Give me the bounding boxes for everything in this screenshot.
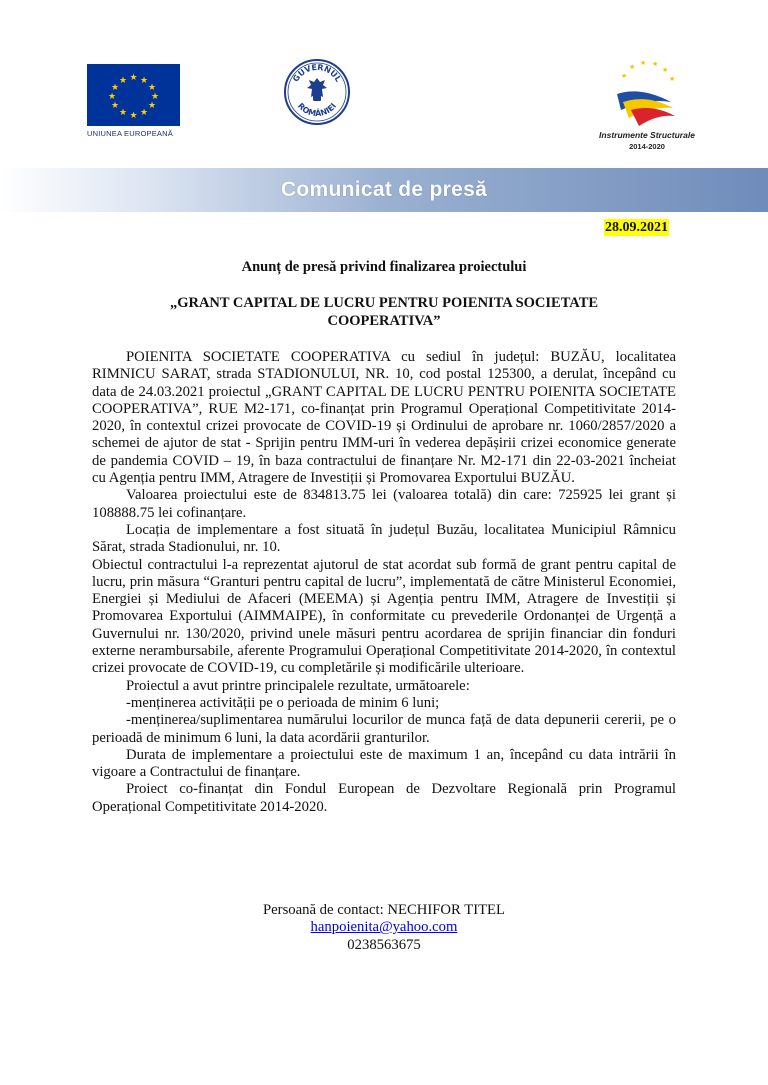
result-item-jobs: -menținerea/suplimentarea numărului locurilor de munca față de data depunerii cererii, pe o perioadă de minimum 6 luni, la data acordării granturilor. [92,712,676,746]
svg-text:★: ★ [118,108,128,118]
svg-text:★: ★ [147,83,157,93]
svg-text:★: ★ [139,76,149,86]
svg-text:★: ★ [139,108,149,118]
eu-caption: UNIUNEA EUROPEANĂ [87,129,173,138]
svg-text:ROMÂNIEI [296,101,338,118]
contact-email-link[interactable]: hanpoienita@yahoo.com [310,919,458,936]
paragraph-location: Locația de implementare a fost situată în județul Buzău, localitatea Municipiul Râmnicu Sărat, strada Stadionului, nr. 10. [92,521,676,556]
contact-phone: 0238563675 [347,936,421,953]
contact-block [92,902,676,954]
svg-text:★: ★ [662,66,669,74]
paragraph-contract-object: Obiectul contractului l-a reprezentat ajutorul de stat acordat sub formă de grant pentru capital de lucru, prin măsura “Granturi pentru capital de lucru”, implementată de către Ministerul Economiei, Energiei și Mediului de Afaceri (MEEMA) și Agenția pentru IMM, Atragere de Investiții și Promovarea Exportului (AIMMAIPE), în conformitate cu prevederile Ordonanței de Urgență a Guvernului nr. 130/2020, privind unele măsuri pentru acordarea de sprijin financiar din fonduri externe nerambursabile, aferente Programului Operațional Competitivitate 2014-2020, în contextul crizei provocate de COVID-19, cu completările și modificările ulterioare. [92,556,676,677]
paragraph-cofinancing: Proiect co-finanțat din Fondul European de Dezvoltare Regională prin Programul Operațional Competitivitate 2014-2020. [92,781,676,815]
paragraph-company-info: POIENITA SOCIETATE COOPERATIVA cu sediul în județul: BUZĂU, localitatea RIMNICU SARAT, strada STADIONULUI, NR. 10, cod postal 125300, a derulat, începând cu data de 24.03.2021 proiectul „GRANT CAPITAL DE LUCRU PENTRU POIENITA SOCIETATE COOPERATIVA”, RUE M2-171, co-finanțat prin Programul Operațional Competitivitate 2014-2020, în contextul crizei provocate de COVID-19 și Ordinului de aprobare nr. 1060/2857/2020 a schemei de ajutor de stat - Sprijin pentru IMM-uri în vederea depășirii crizei economice generate de pandemia COVID – 19, în baza contractului de finanțare Nr. M2-171 din 22-03-2021 încheiat cu Agenția pentru IMM, Atragere de Investiții și Promovarea Exportului BUZĂU. [92,349,676,487]
romanian-government-logo [283,58,351,126]
paragraph-duration: Durata de implementare a proiectului este de maximum 1 an, începând cu data intrării în vigoare a Contractului de finanțare. [92,746,676,781]
project-title-line-2: COOPERATIVA” [327,313,441,329]
structural-instruments-years: 2014-2020 [629,142,665,151]
svg-text:★: ★ [110,101,120,111]
svg-text:★: ★ [107,92,117,102]
eagle-icon [307,78,327,101]
contact-person: Persoană de contact: NECHIFOR TITEL [262,902,505,918]
paragraph-results-intro: Proiectul a avut printre principalele rezultate, următoarele: [126,677,470,694]
eu-flag-icon [87,64,180,126]
project-title [0,294,768,330]
eu-logo [87,64,180,140]
svg-text:★: ★ [629,63,636,71]
svg-text:★: ★ [118,76,128,86]
banner-title: Comunicat de presă [280,178,488,201]
svg-text:★: ★ [147,101,157,111]
svg-text:★: ★ [150,92,160,102]
announcement-heading: Anunț de presă privind finalizarea proiectului [241,259,527,275]
svg-text:★: ★ [669,75,676,83]
svg-text:★: ★ [129,73,138,83]
structural-instruments-icon [607,58,687,128]
paragraph-project-value: Valoarea proiectului este de 834813.75 lei (valoarea totală) din care: 725925 lei grant și 108888.75 lei cofinanțare. [92,487,676,521]
svg-text:★: ★ [129,111,138,121]
structural-instruments-title: Instrumente Structurale [599,130,695,140]
gov-text-bottom: ROMÂNIEI [295,101,339,119]
press-release-banner [0,168,768,212]
svg-text:★: ★ [640,59,647,67]
project-title-line-1: „GRANT CAPITAL DE LUCRU PENTRU POIENITA SOCIETATE [169,295,599,311]
release-date: 28.09.2021 [605,220,668,235]
svg-text:★: ★ [621,72,628,80]
svg-text:★: ★ [652,60,659,68]
svg-text:★: ★ [110,83,120,93]
press-release-body [92,349,676,816]
result-item-activity: -menținerea activității pe o perioada de minim 6 luni; [126,694,440,711]
gov-text-top: GUVERNUL [291,62,343,84]
structural-instruments-logo [592,58,702,158]
logo-header [0,0,768,165]
